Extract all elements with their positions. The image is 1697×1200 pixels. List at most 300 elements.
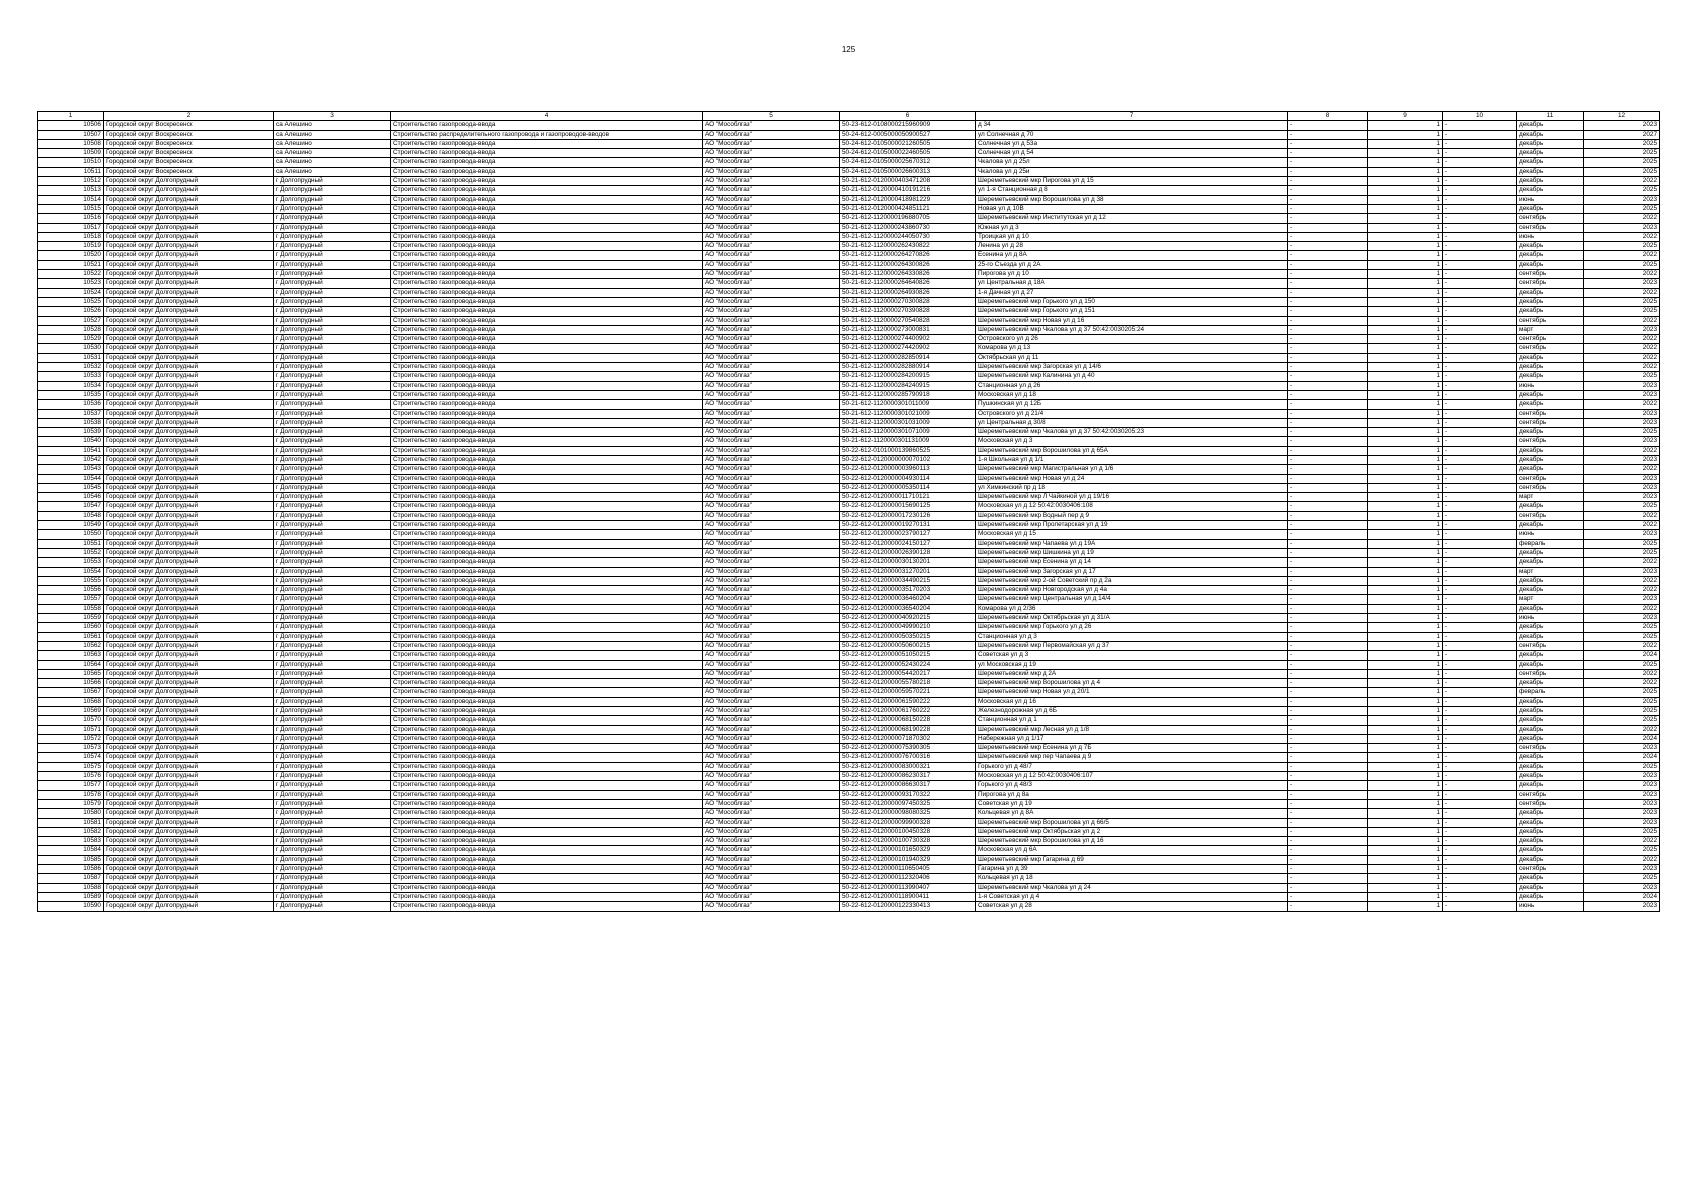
cell-row-number: 10544 [38,474,104,483]
cell-quantity: 1 [1368,753,1443,762]
cell-col-10: - [1443,576,1517,585]
cell-col-8: - [1288,614,1368,623]
cell-col-10: - [1443,511,1517,520]
cell-month: декабрь [1517,363,1584,372]
table-row [38,325,1660,334]
cell-col-8: - [1288,307,1368,316]
cell-district-name: Городской округ Долгопрудный [104,809,274,818]
table-row [38,614,1660,623]
cell-month: сентябрь [1517,744,1584,753]
cell-col-10: - [1443,390,1517,399]
cell-object-code: 50-21-612-1120000301131009 [840,437,976,446]
column-header-11: 11 [1517,112,1584,121]
cell-work-type: Строительство газопровода-ввода [391,186,703,195]
cell-row-number: 10583 [38,837,104,846]
cell-address: Шереметьевский мкр Магистральная ул д 1/6 [976,465,1288,474]
cell-col-8: - [1288,121,1368,130]
cell-month: декабрь [1517,707,1584,716]
cell-col-10: - [1443,223,1517,232]
cell-organization: АО "Мособлгаз" [703,344,840,353]
table-body [38,121,1660,911]
table-row [38,177,1660,186]
cell-district-name: Городской округ Воскресенск [104,121,274,130]
table-row [38,409,1660,418]
cell-locality-name: г Долгопрудный [274,502,391,511]
cell-work-type: Строительство газопровода-ввода [391,242,703,251]
cell-col-10: - [1443,279,1517,288]
cell-row-number: 10530 [38,344,104,353]
cell-quantity: 1 [1368,251,1443,260]
table-row [38,799,1660,808]
cell-quantity: 1 [1368,121,1443,130]
cell-month: сентябрь [1517,483,1584,492]
cell-district-name: Городской округ Долгопрудный [104,297,274,306]
cell-address: Московская ул д 16 [976,697,1288,706]
cell-month: декабрь [1517,874,1584,883]
cell-row-number: 10585 [38,855,104,864]
cell-address: Железнодорожная ул д 6Б [976,707,1288,716]
cell-row-number: 10580 [38,809,104,818]
cell-quantity: 1 [1368,139,1443,148]
cell-row-number: 10572 [38,734,104,743]
cell-district-name: Городской округ Долгопрудный [104,614,274,623]
cell-address: Островского ул д 26 [976,335,1288,344]
page-number: 125 [841,45,856,54]
cell-organization: АО "Мособлгаз" [703,781,840,790]
cell-organization: АО "Мособлгаз" [703,177,840,186]
cell-year: 2023 [1584,121,1660,130]
cell-address: Станционная ул д 3 [976,632,1288,641]
cell-work-type: Строительство газопровода-ввода [391,177,703,186]
cell-object-code: 50-21-612-1120000264300826 [840,260,976,269]
cell-col-10: - [1443,474,1517,483]
cell-month: декабрь [1517,400,1584,409]
cell-district-name: Городской округ Долгопрудный [104,381,274,390]
cell-district-name: Городской округ Долгопрудный [104,223,274,232]
cell-year: 2023 [1584,818,1660,827]
column-header-row [38,112,1660,121]
cell-year: 2023 [1584,483,1660,492]
cell-address: Шереметьевский мкр Чкалова ул д 37 50:42:0030205:23 [976,428,1288,437]
table-row [38,270,1660,279]
cell-organization: АО "Мособлгаз" [703,595,840,604]
cell-col-10: - [1443,707,1517,716]
cell-organization: АО "Мособлгаз" [703,121,840,130]
cell-object-code: 50-22-612-0120000026390128 [840,548,976,557]
table-row [38,697,1660,706]
cell-month: декабрь [1517,121,1584,130]
cell-work-type: Строительство газопровода-ввода [391,744,703,753]
cell-row-number: 10507 [38,130,104,139]
cell-quantity: 1 [1368,744,1443,753]
cell-row-number: 10509 [38,149,104,158]
cell-row-number: 10520 [38,251,104,260]
cell-col-10: - [1443,725,1517,734]
cell-locality-name: г Долгопрудный [274,409,391,418]
cell-organization: АО "Мособлгаз" [703,353,840,362]
cell-month: сентябрь [1517,474,1584,483]
cell-organization: АО "Мособлгаз" [703,409,840,418]
cell-col-10: - [1443,446,1517,455]
cell-col-8: - [1288,428,1368,437]
cell-year: 2022 [1584,288,1660,297]
cell-district-name: Городской округ Долгопрудный [104,707,274,716]
cell-row-number: 10571 [38,725,104,734]
table-row [38,363,1660,372]
cell-col-10: - [1443,167,1517,176]
cell-col-10: - [1443,772,1517,781]
cell-quantity: 1 [1368,846,1443,855]
cell-object-code: 50-21-612-1120000244050730 [840,232,976,241]
cell-col-10: - [1443,827,1517,836]
cell-year: 2025 [1584,428,1660,437]
cell-locality-name: г Долгопрудный [274,707,391,716]
cell-quantity: 1 [1368,242,1443,251]
cell-organization: АО "Мособлгаз" [703,762,840,771]
cell-year: 2023 [1584,409,1660,418]
table-row [38,149,1660,158]
cell-year: 2025 [1584,372,1660,381]
cell-object-code: 50-22-612-0120000093170322 [840,790,976,799]
table-row [38,465,1660,474]
cell-row-number: 10529 [38,335,104,344]
cell-district-name: Городской округ Долгопрудный [104,604,274,613]
cell-col-10: - [1443,372,1517,381]
cell-address: Шереметьевский мкр Пирогова ул д 15 [976,177,1288,186]
cell-year: 2022 [1584,316,1660,325]
cell-object-code: 50-21-612-0120000403471208 [840,177,976,186]
cell-district-name: Городской округ Долгопрудный [104,539,274,548]
cell-work-type: Строительство газопровода-ввода [391,762,703,771]
cell-organization: АО "Мособлгаз" [703,651,840,660]
cell-organization: АО "Мособлгаз" [703,307,840,316]
cell-district-name: Городской округ Долгопрудный [104,790,274,799]
cell-organization: АО "Мособлгаз" [703,837,840,846]
cell-quantity: 1 [1368,539,1443,548]
cell-col-10: - [1443,465,1517,474]
cell-quantity: 1 [1368,493,1443,502]
cell-address: Шереметьевский мкр Новгородская ул д 4а [976,586,1288,595]
cell-organization: АО "Мособлгаз" [703,437,840,446]
cell-address: Московская ул д 12 50:42:0030406:108 [976,502,1288,511]
cell-col-8: - [1288,762,1368,771]
cell-address: 1-я Школьная ул д 1/1 [976,455,1288,464]
cell-quantity: 1 [1368,381,1443,390]
cell-col-10: - [1443,883,1517,892]
cell-locality-name: г Долгопрудный [274,651,391,660]
cell-organization: АО "Мособлгаз" [703,242,840,251]
cell-district-name: Городской округ Долгопрудный [104,232,274,241]
cell-month: март [1517,567,1584,576]
cell-organization: АО "Мособлгаз" [703,548,840,557]
cell-month: декабрь [1517,548,1584,557]
cell-month: декабрь [1517,307,1584,316]
table-row [38,214,1660,223]
cell-address: Шереметьевский мкр Загорская ул д 14/6 [976,363,1288,372]
cell-row-number: 10516 [38,214,104,223]
cell-month: декабрь [1517,772,1584,781]
cell-work-type: Строительство газопровода-ввода [391,716,703,725]
cell-address: Набережная ул д 1/17 [976,734,1288,743]
cell-year: 2025 [1584,297,1660,306]
cell-address: Московская ул д 18 [976,390,1288,399]
cell-col-8: - [1288,195,1368,204]
cell-col-10: - [1443,409,1517,418]
cell-locality-name: г Долгопрудный [274,892,391,901]
cell-locality-name: г Долгопрудный [274,837,391,846]
cell-object-code: 50-22-612-0101000139860525 [840,446,976,455]
cell-organization: АО "Мособлгаз" [703,790,840,799]
cell-row-number: 10570 [38,716,104,725]
cell-locality-name: г Долгопрудный [274,567,391,576]
cell-quantity: 1 [1368,204,1443,213]
cell-month: сентябрь [1517,669,1584,678]
cell-quantity: 1 [1368,223,1443,232]
cell-address: 1-я Советская ул д 4 [976,892,1288,901]
table-row [38,883,1660,892]
cell-col-8: - [1288,799,1368,808]
cell-quantity: 1 [1368,307,1443,316]
table-row [38,381,1660,390]
cell-col-8: - [1288,697,1368,706]
table-row [38,316,1660,325]
cell-col-8: - [1288,660,1368,669]
cell-locality-name: г Долгопрудный [274,697,391,706]
cell-col-10: - [1443,251,1517,260]
cell-year: 2025 [1584,874,1660,883]
cell-locality-name: г Долгопрудный [274,716,391,725]
cell-locality-name: са Алешино [274,149,391,158]
cell-locality-name: г Долгопрудный [274,455,391,464]
table-row [38,400,1660,409]
cell-row-number: 10590 [38,902,104,911]
cell-object-code: 50-21-612-1120000196880705 [840,214,976,223]
cell-object-code: 50-22-612-0120000068190228 [840,725,976,734]
cell-organization: АО "Мособлгаз" [703,669,840,678]
cell-quantity: 1 [1368,483,1443,492]
cell-year: 2024 [1584,753,1660,762]
cell-month: сентябрь [1517,409,1584,418]
cell-address: Кольцевая ул д 8А [976,809,1288,818]
cell-district-name: Городской округ Долгопрудный [104,260,274,269]
cell-district-name: Городской округ Долгопрудный [104,465,274,474]
cell-year: 2025 [1584,260,1660,269]
cell-work-type: Строительство газопровода-ввода [391,651,703,660]
cell-work-type: Строительство газопровода-ввода [391,474,703,483]
cell-col-8: - [1288,651,1368,660]
cell-work-type: Строительство газопровода-ввода [391,288,703,297]
cell-col-10: - [1443,604,1517,613]
cell-quantity: 1 [1368,697,1443,706]
cell-organization: АО "Мособлгаз" [703,707,840,716]
cell-work-type: Строительство газопровода-ввода [391,344,703,353]
cell-object-code: 50-24-612-0105000021260505 [840,139,976,148]
cell-work-type: Строительство газопровода-ввода [391,279,703,288]
cell-locality-name: г Долгопрудный [274,790,391,799]
cell-row-number: 10550 [38,530,104,539]
cell-quantity: 1 [1368,167,1443,176]
cell-quantity: 1 [1368,455,1443,464]
cell-locality-name: г Долгопрудный [274,558,391,567]
cell-year: 2023 [1584,195,1660,204]
cell-month: декабрь [1517,716,1584,725]
cell-month: декабрь [1517,372,1584,381]
cell-row-number: 10588 [38,883,104,892]
cell-work-type: Строительство газопровода-ввода [391,623,703,632]
cell-month: декабрь [1517,781,1584,790]
cell-object-code: 50-22-612-0120000011710121 [840,493,976,502]
cell-quantity: 1 [1368,567,1443,576]
cell-quantity: 1 [1368,372,1443,381]
cell-work-type: Строительство газопровода-ввода [391,707,703,716]
cell-organization: АО "Мособлгаз" [703,697,840,706]
table-row [38,446,1660,455]
cell-month: сентябрь [1517,335,1584,344]
cell-object-code: 50-21-612-1120000264640826 [840,279,976,288]
cell-address: Шереметьевский мкр Октябрьская ул д 2 [976,827,1288,836]
cell-object-code: 50-22-612-0120000086630317 [840,781,976,790]
cell-col-8: - [1288,158,1368,167]
cell-quantity: 1 [1368,177,1443,186]
column-header-6: 6 [840,112,976,121]
cell-row-number: 10586 [38,865,104,874]
cell-col-10: - [1443,214,1517,223]
cell-col-10: - [1443,790,1517,799]
cell-organization: АО "Мособлгаз" [703,288,840,297]
cell-address: Шереметьевский мкр Калинина ул д 40 [976,372,1288,381]
cell-district-name: Городской округ Воскресенск [104,139,274,148]
cell-row-number: 10536 [38,400,104,409]
table-row [38,846,1660,855]
column-header-7: 7 [976,112,1288,121]
cell-object-code: 50-21-612-1120000270300828 [840,297,976,306]
cell-district-name: Городской округ Долгопрудный [104,353,274,362]
cell-locality-name: г Долгопрудный [274,530,391,539]
cell-district-name: Городской округ Долгопрудный [104,521,274,530]
table-row [38,521,1660,530]
cell-month: декабрь [1517,604,1584,613]
cell-object-code: 50-22-612-0120000000070102 [840,455,976,464]
cell-locality-name: са Алешино [274,130,391,139]
cell-quantity: 1 [1368,679,1443,688]
cell-quantity: 1 [1368,325,1443,334]
cell-quantity: 1 [1368,297,1443,306]
cell-col-8: - [1288,558,1368,567]
cell-year: 2023 [1584,381,1660,390]
table-row [38,130,1660,139]
cell-month: декабрь [1517,130,1584,139]
cell-month: декабрь [1517,465,1584,474]
cell-month: декабрь [1517,558,1584,567]
cell-year: 2025 [1584,158,1660,167]
cell-col-8: - [1288,734,1368,743]
cell-quantity: 1 [1368,725,1443,734]
cell-district-name: Городской округ Долгопрудный [104,846,274,855]
cell-address: ул Центральная д 30/8 [976,418,1288,427]
cell-row-number: 10560 [38,623,104,632]
cell-row-number: 10547 [38,502,104,511]
cell-quantity: 1 [1368,883,1443,892]
cell-row-number: 10528 [38,325,104,334]
column-header-2: 2 [104,112,274,121]
cell-col-8: - [1288,744,1368,753]
cell-district-name: Городской округ Долгопрудный [104,892,274,901]
cell-work-type: Строительство газопровода-ввода [391,381,703,390]
cell-col-8: - [1288,530,1368,539]
cell-row-number: 10578 [38,790,104,799]
cell-district-name: Городской округ Долгопрудный [104,837,274,846]
cell-district-name: Городской округ Долгопрудный [104,669,274,678]
cell-district-name: Городской округ Долгопрудный [104,716,274,725]
cell-organization: АО "Мособлгаз" [703,390,840,399]
cell-locality-name: г Долгопрудный [274,865,391,874]
cell-work-type: Строительство газопровода-ввода [391,455,703,464]
cell-object-code: 50-22-612-0120000098080325 [840,809,976,818]
cell-year: 2022 [1584,558,1660,567]
cell-quantity: 1 [1368,232,1443,241]
cell-col-10: - [1443,335,1517,344]
column-header-10: 10 [1443,112,1517,121]
cell-district-name: Городской округ Долгопрудный [104,697,274,706]
cell-organization: АО "Мособлгаз" [703,316,840,325]
cell-district-name: Городской округ Долгопрудный [104,641,274,650]
cell-object-code: 50-22-612-0120000061590222 [840,697,976,706]
cell-quantity: 1 [1368,762,1443,771]
cell-district-name: Городской округ Долгопрудный [104,623,274,632]
cell-address: Октябрьская ул д 11 [976,353,1288,362]
cell-organization: АО "Мособлгаз" [703,641,840,650]
cell-district-name: Городской округ Долгопрудный [104,734,274,743]
cell-row-number: 10559 [38,614,104,623]
cell-object-code: 50-21-612-1120000301011009 [840,400,976,409]
cell-organization: АО "Мособлгаз" [703,846,840,855]
table-row [38,902,1660,911]
cell-col-10: - [1443,548,1517,557]
cell-quantity: 1 [1368,604,1443,613]
cell-object-code: 50-22-612-0120000036460204 [840,595,976,604]
cell-quantity: 1 [1368,799,1443,808]
cell-organization: АО "Мособлгаз" [703,744,840,753]
table-row [38,139,1660,148]
cell-row-number: 10526 [38,307,104,316]
cell-month: декабрь [1517,846,1584,855]
cell-organization: АО "Мособлгаз" [703,902,840,911]
cell-district-name: Городской округ Долгопрудный [104,762,274,771]
cell-district-name: Городской округ Долгопрудный [104,874,274,883]
cell-object-code: 50-24-612-0005000050900527 [840,130,976,139]
cell-object-code: 50-21-612-1120000270540828 [840,316,976,325]
column-header-8: 8 [1288,112,1368,121]
cell-col-10: - [1443,818,1517,827]
cell-row-number: 10541 [38,446,104,455]
cell-quantity: 1 [1368,446,1443,455]
cell-month: декабрь [1517,390,1584,399]
cell-district-name: Городской округ Долгопрудный [104,688,274,697]
cell-work-type: Строительство газопровода-ввода [391,195,703,204]
cell-work-type: Строительство газопровода-ввода [391,902,703,911]
cell-year: 2023 [1584,279,1660,288]
table-row [38,455,1660,464]
cell-col-8: - [1288,511,1368,520]
cell-organization: АО "Мособлгаз" [703,418,840,427]
cell-year: 2022 [1584,641,1660,650]
cell-col-8: - [1288,390,1368,399]
cell-address: Шереметьевский мкр Институтская ул д 12 [976,214,1288,223]
cell-district-name: Городской округ Долгопрудный [104,390,274,399]
cell-year: 2022 [1584,576,1660,585]
cell-work-type: Строительство газопровода-ввода [391,511,703,520]
cell-col-10: - [1443,539,1517,548]
